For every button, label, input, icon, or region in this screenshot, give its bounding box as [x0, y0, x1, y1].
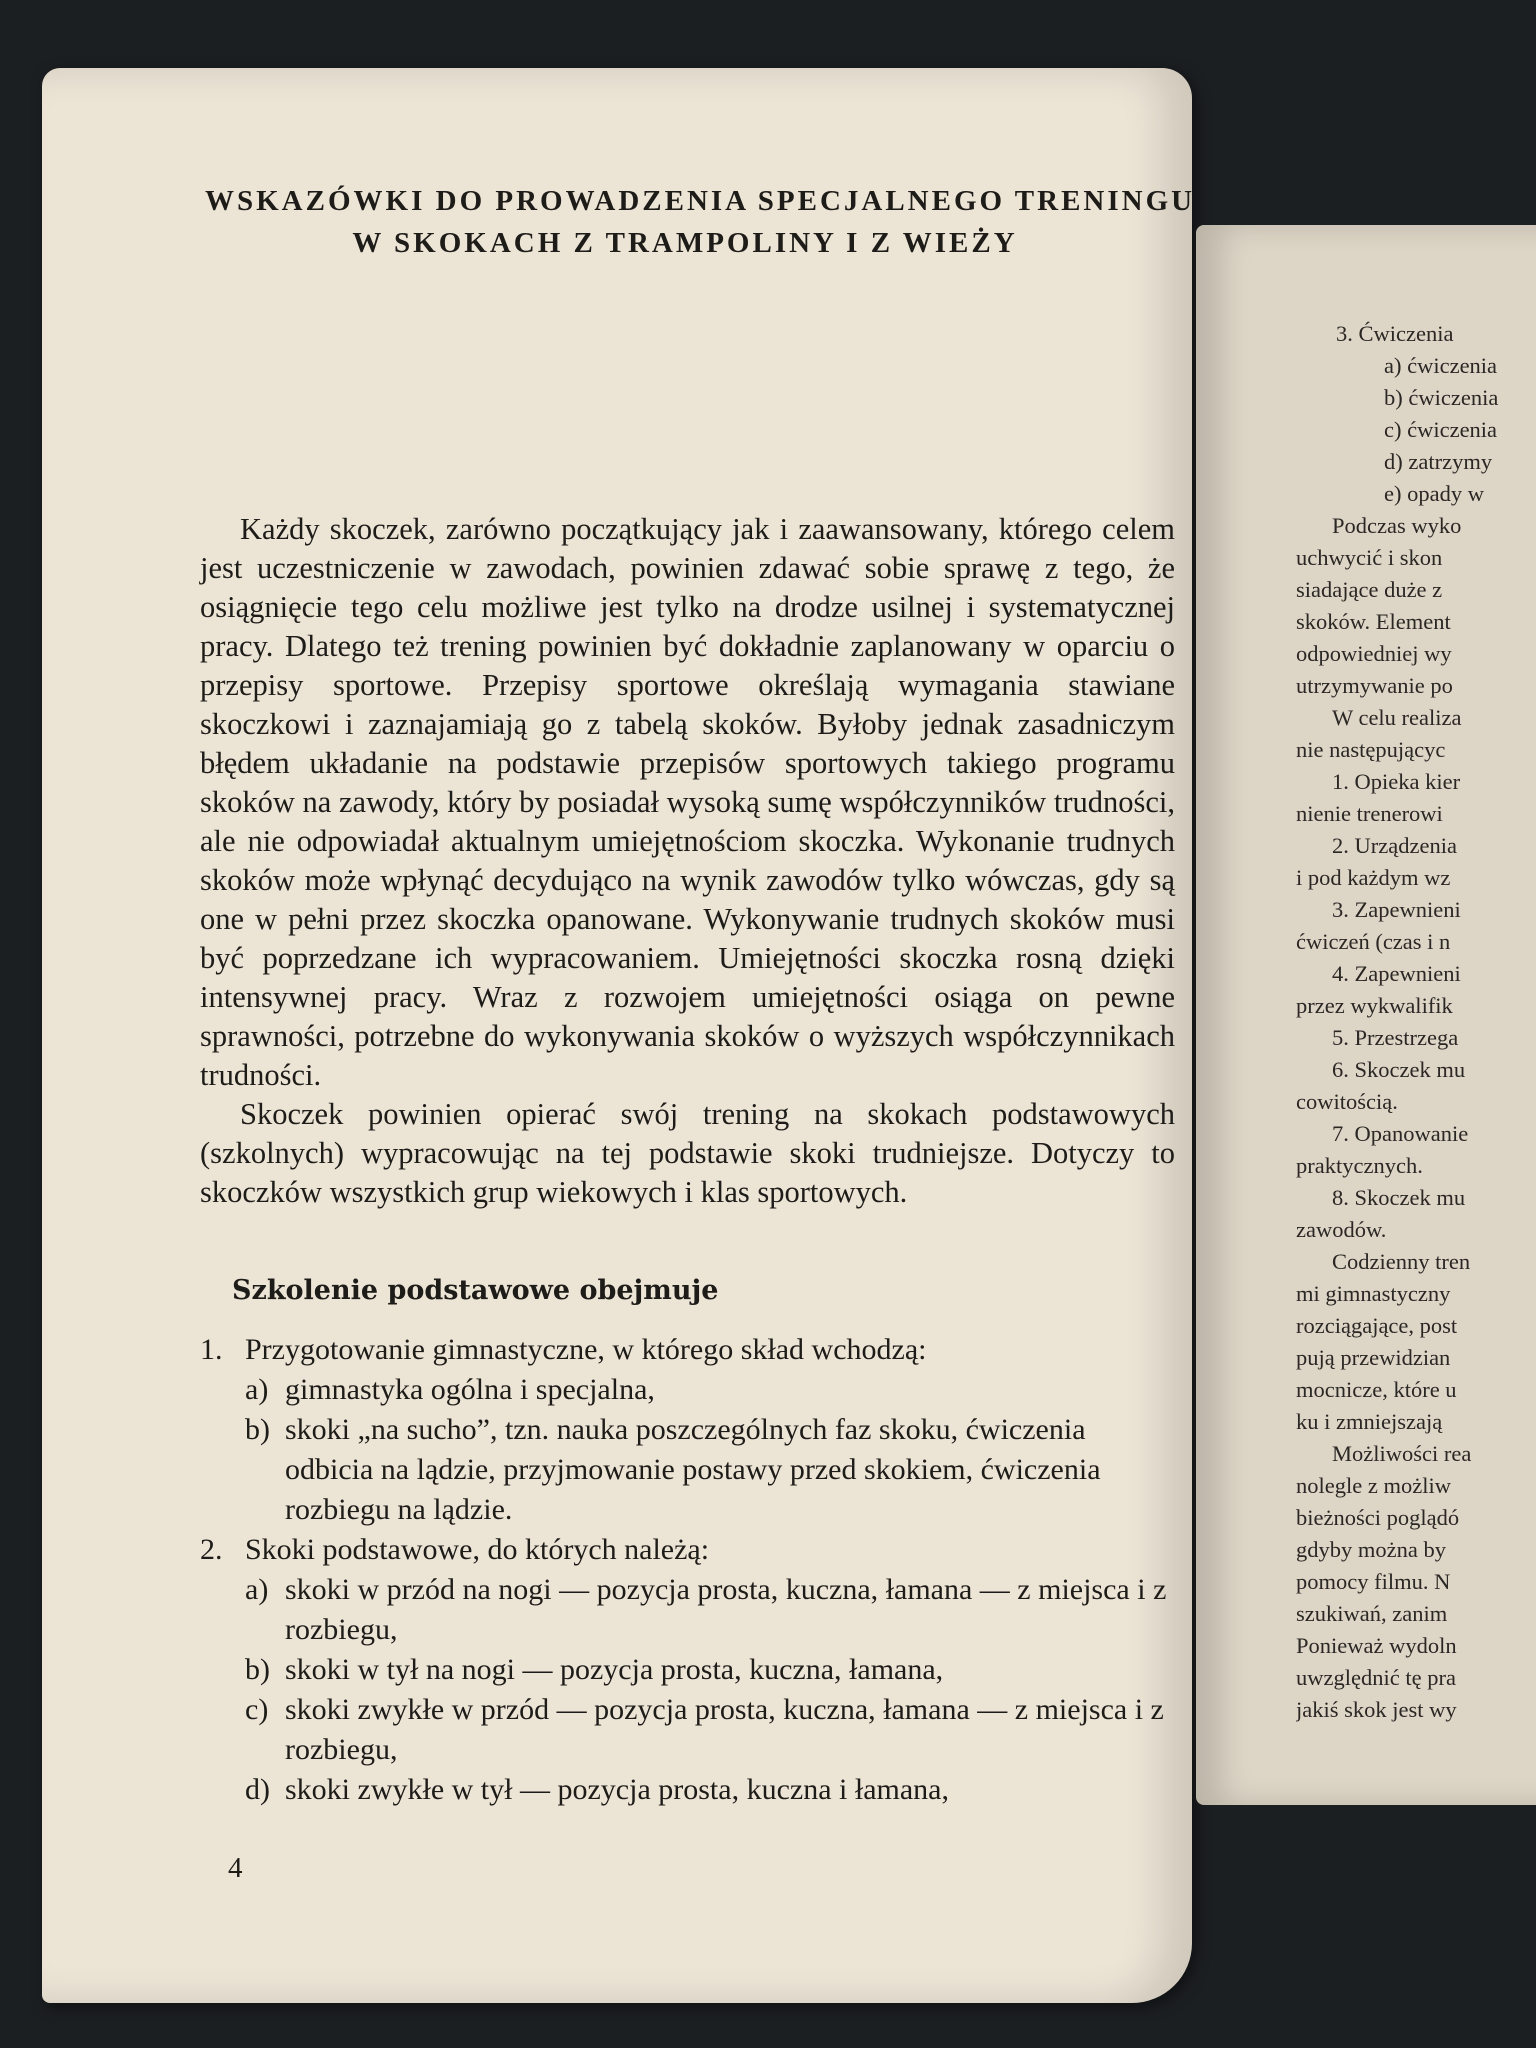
right-page-line: odpowiedniej wy — [1296, 641, 1452, 666]
right-page-line: ku i zmniejszają — [1296, 1409, 1443, 1434]
right-page-line: nolegle z możliw — [1296, 1473, 1451, 1498]
title-line-1: WSKAZÓWKI DO PROWADZENIA SPECJALNEGO TRENINGU — [205, 185, 1196, 217]
right-page-line: zawodów. — [1296, 1217, 1387, 1242]
right-page-line: szukiwań, zanim — [1296, 1601, 1448, 1626]
right-page-line: c) ćwiczenia — [1384, 417, 1498, 442]
list-item — [200, 1530, 1180, 1570]
list-item — [200, 1330, 1180, 1370]
training-list — [200, 1330, 1180, 1810]
sub-list-letter: c) — [245, 1693, 269, 1726]
page-number: 4 — [228, 1852, 243, 1884]
sub-list-item — [245, 1770, 1180, 1810]
title-line-2: W SKOKACH Z TRAMPOLINY I Z WIEŻY — [352, 227, 1018, 259]
right-page-line: 1. Opieka kier — [1332, 769, 1461, 794]
right-page-line: mocnicze, które u — [1296, 1377, 1457, 1402]
paragraph-2: Skoczek powinien opierać swój trening na skokach podstawowych (szkolnych) wypracowując na tej podstawie skoki trudniejsze. Dotyczy to skoczków wszystkich grup wiekowych i klas sportowych. — [200, 1097, 1175, 1209]
right-page-line: utrzymywanie po — [1296, 673, 1453, 698]
right-page-line: uchwycić i skon — [1296, 545, 1443, 570]
right-page-line: siadające duże z — [1296, 577, 1443, 602]
list-number: 2. — [200, 1533, 223, 1566]
list-text: Skoki podstawowe, do których należą: — [245, 1533, 710, 1566]
subheading: Szkolenie podstawowe obejmuje — [232, 1275, 719, 1306]
sub-list-text: skoki „na sucho”, tzn. nauka poszczególnych faz skoku, ćwiczenia odbicia na lądzie, przyjmowanie postawy przed skokiem, ćwiczenia rozbiegu na lądzie. — [285, 1413, 1101, 1526]
sub-list-letter: a) — [245, 1573, 269, 1606]
right-page-line: uwzględnić tę pra — [1296, 1665, 1456, 1690]
sub-list-text: skoki zwykłe w przód — pozycja prosta, kuczna, łamana — z miejsca i z rozbiegu, — [285, 1693, 1164, 1766]
right-page-line: cowitością. — [1296, 1089, 1398, 1114]
right-page-line: pują przewidzian — [1296, 1345, 1451, 1370]
right-page-line: Ponieważ wydoln — [1296, 1633, 1457, 1658]
right-page-line: 7. Opanowanie — [1332, 1121, 1469, 1146]
right-page-line: 4. Zapewnieni — [1332, 961, 1461, 986]
right-page-line: 5. Przestrzega — [1332, 1025, 1459, 1050]
sub-list-item — [245, 1690, 1180, 1770]
right-page-line: Codzienny tren — [1332, 1249, 1471, 1274]
right-page-line: W celu realiza — [1332, 705, 1462, 730]
right-page-line: praktycznych. — [1296, 1153, 1423, 1178]
right-page-line: skoków. Element — [1296, 609, 1451, 634]
chapter-title — [205, 180, 1196, 264]
right-page-line: b) ćwiczenia — [1384, 385, 1499, 410]
sub-list-letter: b) — [245, 1653, 270, 1686]
right-page-line: jakiś skok jest wy — [1296, 1697, 1457, 1722]
right-page-line: pomocy filmu. N — [1296, 1569, 1451, 1594]
sub-list-letter: d) — [245, 1773, 270, 1806]
right-page-line: Możliwości rea — [1332, 1441, 1472, 1466]
right-page-line: mi gimnastyczny — [1296, 1281, 1451, 1306]
right-page-line: 3. Zapewnieni — [1332, 897, 1461, 922]
sub-list-item — [245, 1570, 1180, 1650]
list-number: 1. — [200, 1333, 223, 1366]
right-page-line: d) zatrzymy — [1384, 449, 1493, 474]
sub-list-letter: a) — [245, 1373, 269, 1406]
sub-list-text: skoki w przód na nogi — pozycja prosta, kuczna, łamana — z miejsca i z rozbiegu, — [285, 1573, 1167, 1646]
right-page-line: 3. Ćwiczenia — [1336, 321, 1454, 346]
right-page-line: 2. Urządzenia — [1332, 833, 1457, 858]
list-text: Przygotowanie gimnastyczne, w którego skład wchodzą: — [245, 1333, 927, 1366]
body-text — [200, 510, 1175, 1212]
right-page-line: i pod każdym wz — [1296, 865, 1451, 890]
right-page-line: e) opady w — [1384, 481, 1484, 506]
right-page-line: 8. Skoczek mu — [1332, 1185, 1466, 1210]
sub-list-letter: b) — [245, 1413, 270, 1446]
right-page-line: gdyby można by — [1296, 1537, 1446, 1562]
right-page-text — [1296, 318, 1536, 1726]
right-page-line: przez wykwalifik — [1296, 993, 1453, 1018]
right-page-line: bieżności poglądó — [1296, 1505, 1460, 1530]
right-page-line: nienie trenerowi — [1296, 801, 1443, 826]
right-page-line: rozciągające, post — [1296, 1313, 1458, 1338]
right-page-line: a) ćwiczenia — [1384, 353, 1498, 378]
sub-list-text: skoki zwykłe w tył — pozycja prosta, kuczna i łamana, — [285, 1773, 949, 1806]
right-page-line: ćwiczeń (czas i n — [1296, 929, 1451, 954]
sub-list-text: gimnastyka ogólna i specjalna, — [285, 1373, 655, 1406]
sub-list-item — [245, 1370, 1180, 1410]
paragraph-1: Każdy skoczek, zarówno początkujący jak i zaawansowany, którego celem jest uczestniczenie w zawodach, powinien zdawać sobie sprawę z tego, że osiągnięcie tego celu możliwe jest tylko na drodze usilnej i systematycznej pracy. Dlatego też trening powinien być dokładnie zaplanowany w oparciu o przepisy sportowe. Przepisy sportowe określają wymagania stawiane skoczkowi i zaznajamiają go z tabelą skoków. Byłoby jednak zasadniczym błędem układanie na podstawie przepisów sportowych takiego programu skoków na zawody, który by posiadał wysoką sumę współczynników trudności, ale nie odpowiadał aktualnym umiejętnościom skoczka. Wykonanie trudnych skoków może wpłynąć decydująco na wynik zawodów tylko wówczas, gdy są one w pełni przez skoczka opanowane. Wykonywanie trudnych skoków musi być poprzedzane ich wypracowaniem. Umiejętności skoczka rosną dzięki intensywnej pracy. Wraz z rozwojem umiejętności osiąga on pewne sprawności, potrzebne do wykonywania skoków o wyższych współczynnikach trudności. — [200, 512, 1175, 1092]
sub-list-item — [245, 1410, 1180, 1530]
sub-list-text: skoki w tył na nogi — pozycja prosta, kuczna, łamana, — [285, 1653, 944, 1686]
right-page-line: 6. Skoczek mu — [1332, 1057, 1466, 1082]
right-page-line: nie następującyc — [1296, 737, 1446, 762]
right-page-line: Podczas wyko — [1332, 513, 1462, 538]
sub-list-item — [245, 1650, 1180, 1690]
